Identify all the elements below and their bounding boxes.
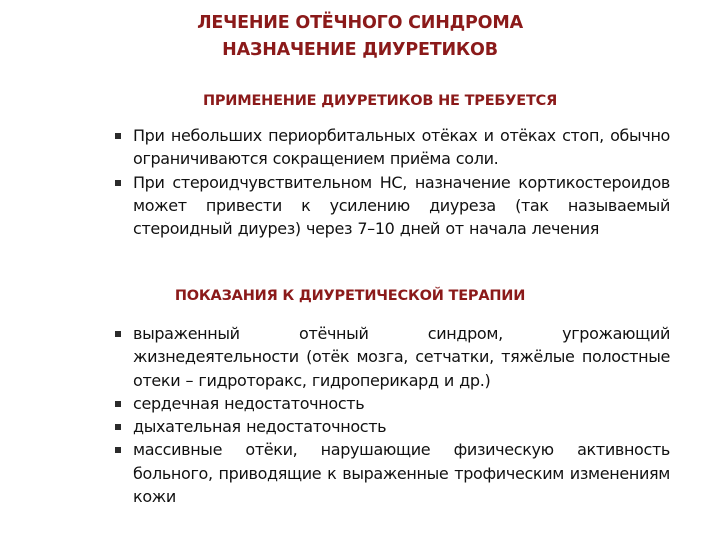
no-diuretics-list [113, 124, 670, 240]
list-item-text: выраженный отёчный синдром, угрожающий жизнедеятельности (отёк мозга, сетчатки, тяжёлые полостные отеки – гидроторакс, гидроперикард и др.) [133, 324, 670, 390]
indications-list [113, 322, 670, 508]
list-item [113, 438, 670, 508]
bullet-icon [115, 401, 121, 407]
bullet-icon [115, 180, 121, 186]
list-item [113, 124, 670, 171]
title-line-1: ЛЕЧЕНИЕ ОТЁЧНОГО СИНДРОМА [197, 13, 523, 33]
slide-title [0, 10, 720, 64]
bullet-icon [115, 331, 121, 337]
list-item-text: дыхательная недостаточность [133, 417, 387, 437]
list-item [113, 415, 670, 438]
section-heading-indications: ПОКАЗАНИЯ К ДИУРЕТИЧЕСКОЙ ТЕРАПИИ [174, 288, 526, 304]
section-heading-no-diuretics: ПРИМЕНЕНИЕ ДИУРЕТИКОВ НЕ ТРЕБУЕТСЯ [202, 93, 558, 109]
list-item-text: сердечная недостаточность [133, 393, 365, 413]
list-item-text: массивные отёки, нарушающие физическую активность больного, приводящие к выраженные трофическим изменениям кожи [133, 440, 670, 507]
list-item-text: При стероидчувствительном НС, назначение кортикостероидов может привести к усилению диуреза (так называемый стероидный диурез) через 7–10 дней от начала лечения [133, 172, 670, 239]
list-item-text: При небольших периорбитальных отёках и отёках стоп, обычно ограничиваются сокращением приёма соли. [133, 126, 670, 169]
title-line-2: НАЗНАЧЕНИЕ ДИУРЕТИКОВ [222, 40, 498, 60]
bullet-icon [115, 447, 121, 453]
bullet-icon [115, 424, 121, 430]
bullet-icon [115, 133, 121, 139]
list-item [113, 171, 670, 241]
list-item [113, 392, 670, 415]
list-item [113, 322, 670, 392]
